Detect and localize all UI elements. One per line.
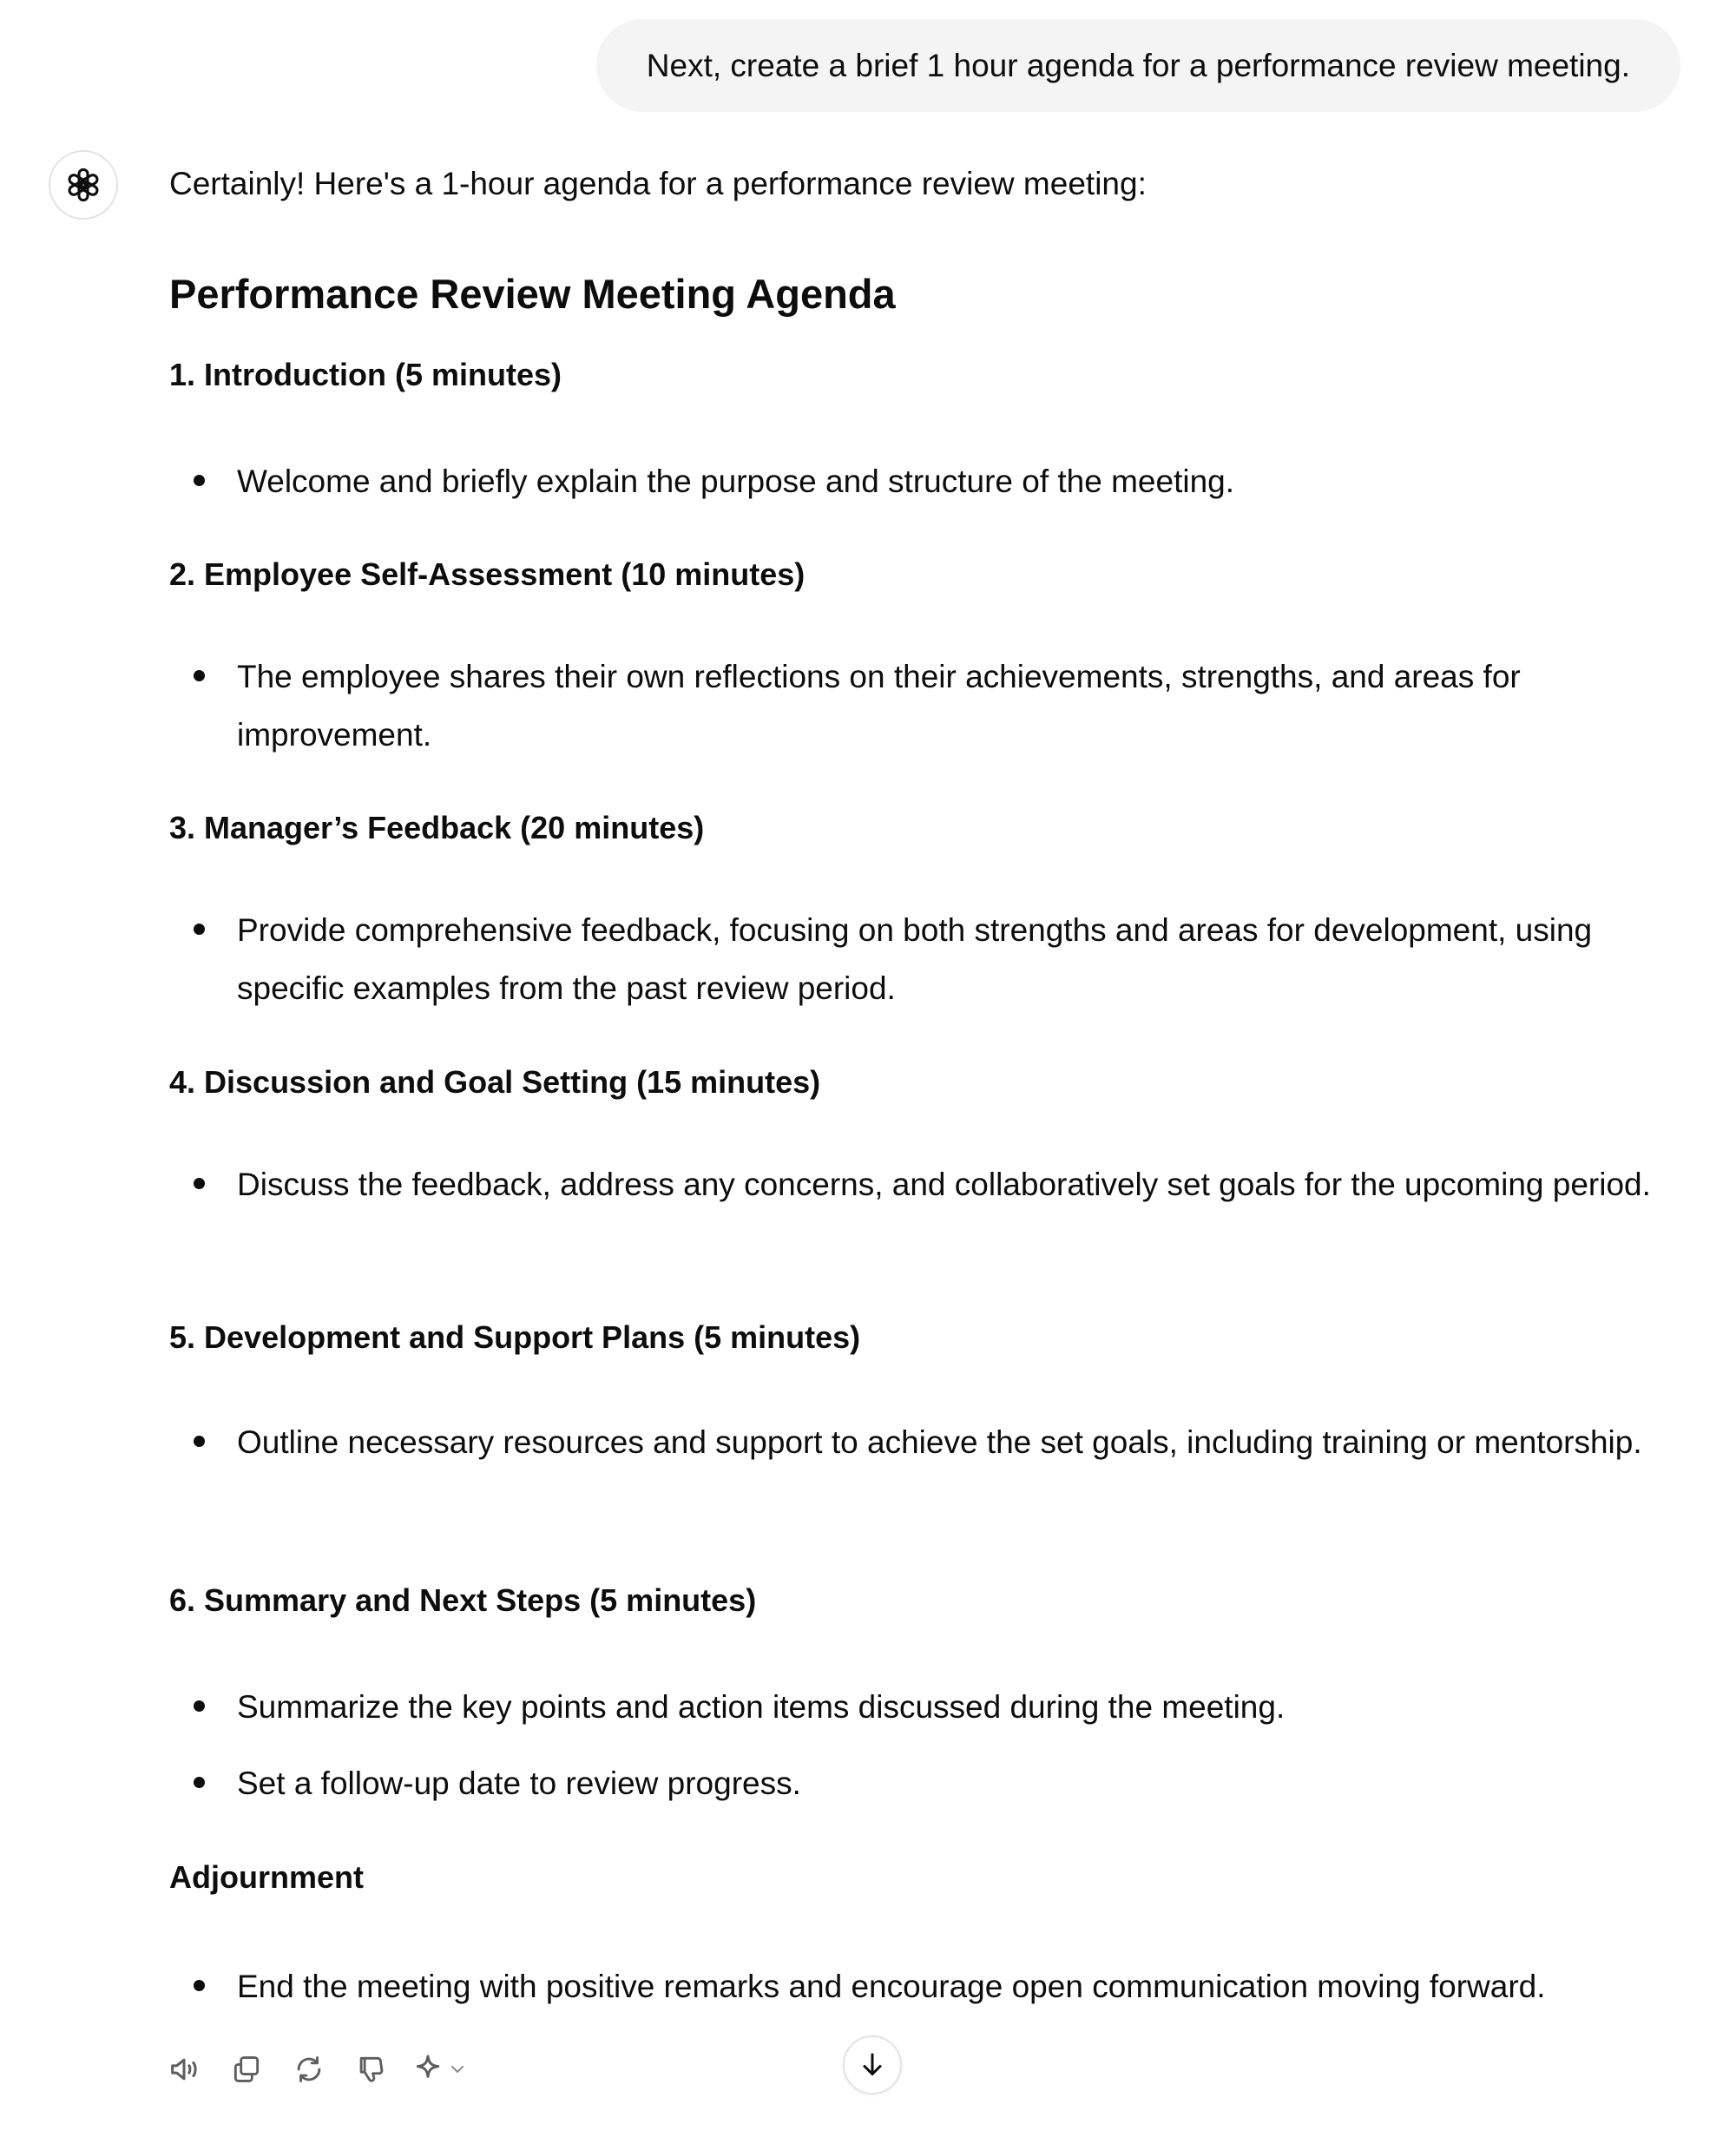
user-message-text: Next, create a brief 1 hour agenda for a performance review meeting.	[646, 47, 1630, 83]
list-item-text: Provide comprehensive feedback, focusing on both strengths and areas for development, using specific examples from the past review period.	[237, 912, 1593, 1006]
section-heading: 3. Manager’s Feedback (20 minutes)	[169, 810, 705, 845]
copy-button[interactable]	[223, 2046, 270, 2093]
bullet-dot	[194, 1436, 205, 1447]
list-item	[169, 1678, 1697, 1736]
user-message-bubble	[596, 19, 1680, 112]
response-intro: Certainly! Here's a 1-hour agenda for a performance review meeting:	[169, 166, 1147, 201]
openai-logo-icon	[63, 165, 103, 205]
read-aloud-button[interactable]	[161, 2046, 207, 2093]
list-item-text: The employee shares their own reflections on their achievements, strengths, and areas for improvement.	[237, 659, 1521, 753]
list-item	[169, 1957, 1697, 2015]
list-item	[169, 648, 1697, 764]
list-item	[169, 1413, 1697, 1471]
switch-model-button[interactable]	[411, 2052, 473, 2087]
section-heading: 1. Introduction (5 minutes)	[169, 357, 562, 392]
sparkle-icon	[411, 2052, 445, 2087]
section-heading: 5. Development and Support Plans (5 minutes)	[169, 1319, 861, 1355]
list-item-text: Summarize the key points and action items discussed during the meeting.	[237, 1689, 1286, 1725]
list-item	[169, 452, 1697, 510]
list-item-text: End the meeting with positive remarks and encourage open communication moving forward.	[237, 1969, 1546, 2004]
list-item	[169, 1754, 1697, 1812]
chevron-down-icon	[447, 2059, 468, 2080]
bullet-dot	[194, 1980, 205, 1991]
thumbs-down-icon	[355, 2053, 388, 2086]
message-action-bar	[161, 2045, 473, 2094]
list-item-text: Welcome and briefly explain the purpose and structure of the meeting.	[237, 464, 1235, 499]
list-item	[169, 1155, 1697, 1213]
list-item-text: Set a follow-up date to review progress.	[237, 1765, 801, 1801]
section-heading: Adjournment	[169, 1859, 364, 1895]
agenda-title: Performance Review Meeting Agenda	[169, 271, 896, 317]
bullet-dot	[194, 475, 205, 486]
list-item-text: Outline necessary resources and support to achieve the set goals, including training or mentorship.	[237, 1424, 1642, 1460]
scroll-to-bottom-button[interactable]	[843, 2035, 902, 2094]
bullet-dot	[194, 1700, 205, 1712]
section-heading: 6. Summary and Next Steps (5 minutes)	[169, 1582, 757, 1618]
bullet-dot	[194, 1777, 205, 1788]
assistant-avatar	[49, 150, 118, 220]
thumbs-down-button[interactable]	[348, 2046, 395, 2093]
arrow-down-icon	[857, 2049, 888, 2081]
bullet-dot	[194, 924, 205, 935]
bullet-dot	[194, 1178, 205, 1189]
copy-icon	[230, 2053, 263, 2086]
list-item-text: Discuss the feedback, address any concerns, and collaboratively set goals for the upcoming period.	[237, 1167, 1651, 1202]
read-aloud-icon	[167, 2052, 201, 2087]
list-item	[169, 901, 1697, 1017]
regenerate-icon	[293, 2053, 326, 2086]
section-heading: 2. Employee Self-Assessment (10 minutes)	[169, 556, 806, 592]
regenerate-button[interactable]	[286, 2046, 332, 2093]
bullet-dot	[194, 670, 205, 681]
section-heading: 4. Discussion and Goal Setting (15 minutes)	[169, 1064, 821, 1100]
